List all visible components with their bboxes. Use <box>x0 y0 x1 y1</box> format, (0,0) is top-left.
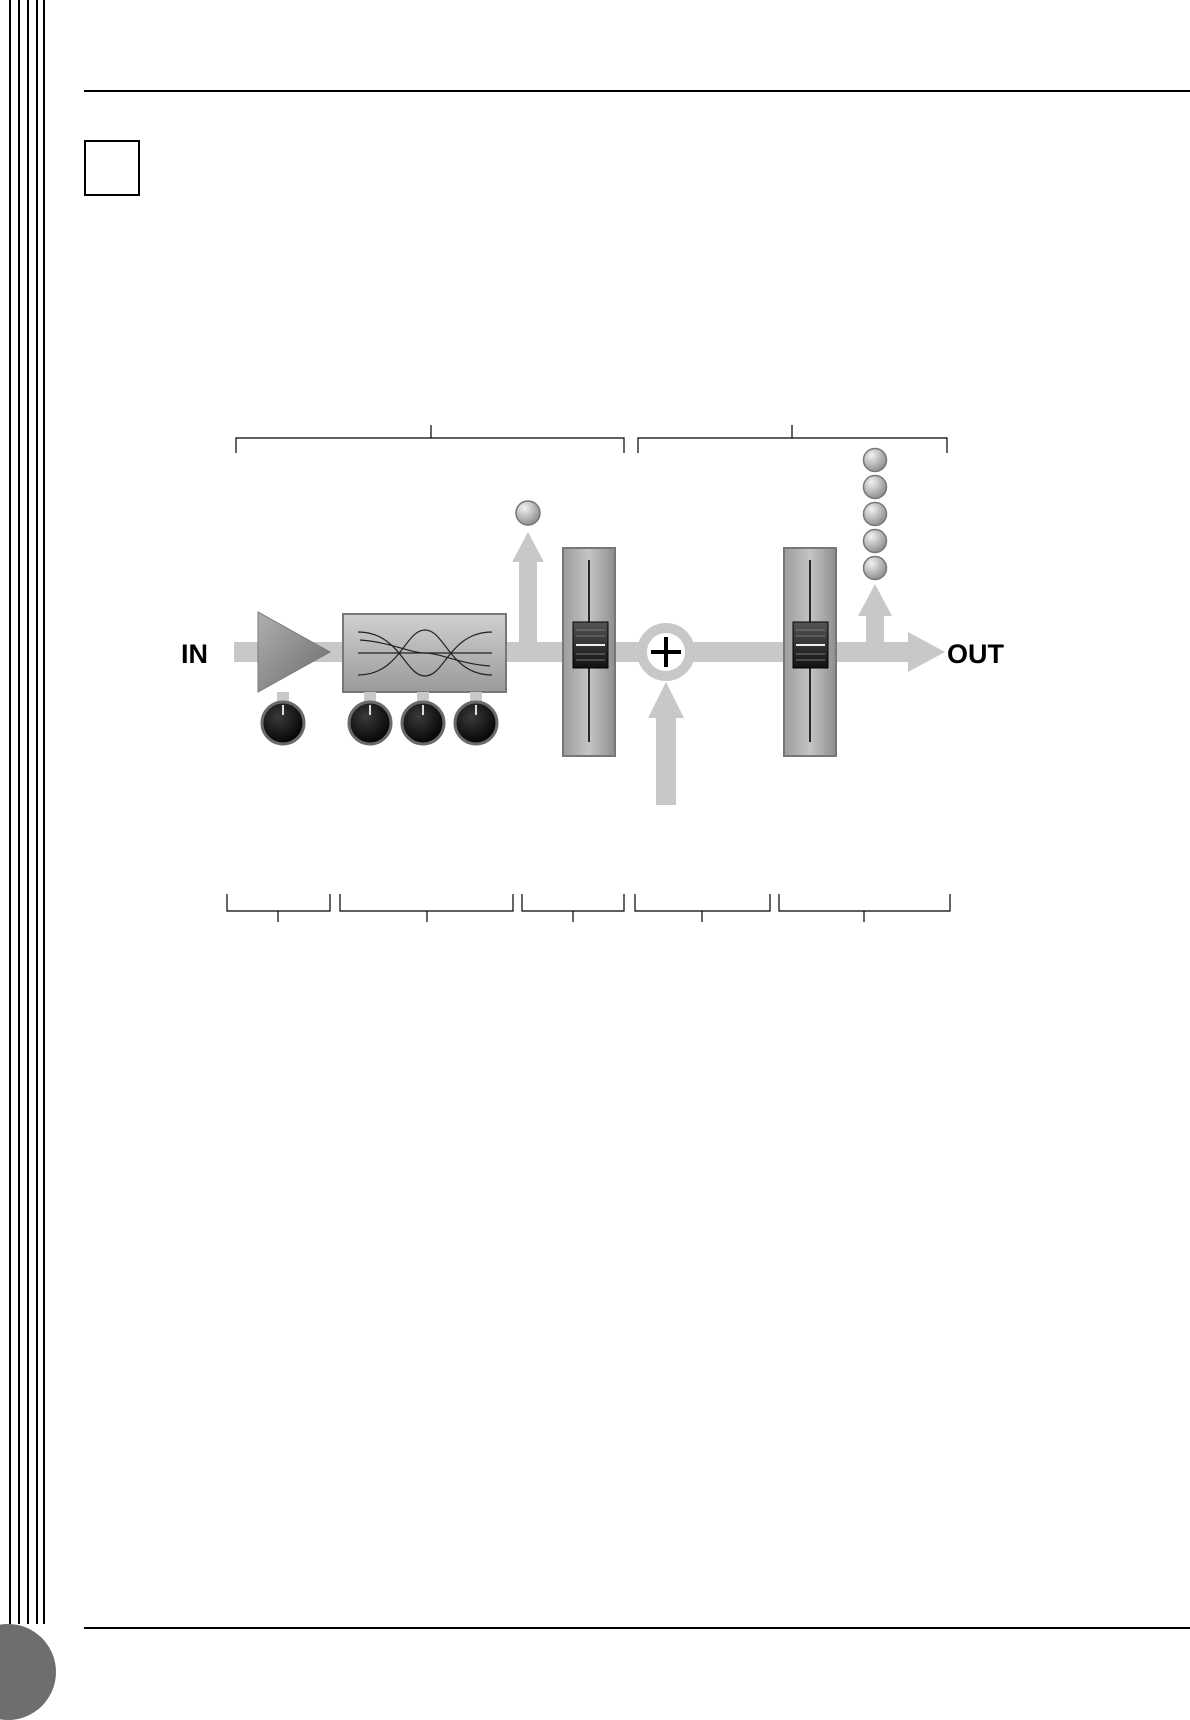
master-meter-arrow <box>858 584 892 616</box>
master-led-4-icon <box>864 476 887 499</box>
channel-led-icon <box>516 501 540 525</box>
summing-plus-icon <box>642 628 690 676</box>
master-meter-branch <box>866 612 884 646</box>
footer-rule <box>84 1627 1190 1629</box>
top-bracket-master <box>638 425 947 453</box>
master-led-5-icon <box>864 449 887 472</box>
bottom-bracket-master <box>779 894 950 922</box>
bus-input-branch <box>656 712 676 805</box>
bus-input-arrow <box>648 682 684 718</box>
bottom-bracket-eq <box>340 894 513 922</box>
channel-meter-branch <box>519 560 537 646</box>
master-fader-icon[interactable] <box>784 548 836 756</box>
channel-meter-arrow <box>512 532 544 562</box>
master-led-1-icon <box>864 557 887 580</box>
input-label: IN <box>181 639 208 669</box>
bottom-bracket-preamp <box>227 894 330 922</box>
bottom-bracket-summing <box>635 894 770 922</box>
output-label: OUT <box>947 639 1004 669</box>
eq-module <box>343 614 506 692</box>
channel-fader-icon[interactable] <box>563 548 615 756</box>
top-bracket-channel <box>236 425 624 453</box>
bottom-bracket-channel-fader <box>522 894 624 922</box>
master-led-meter <box>864 449 887 580</box>
output-arrow <box>908 632 945 672</box>
master-led-3-icon <box>864 503 887 526</box>
preamp-triangle-icon <box>258 612 330 692</box>
master-led-2-icon <box>864 530 887 553</box>
